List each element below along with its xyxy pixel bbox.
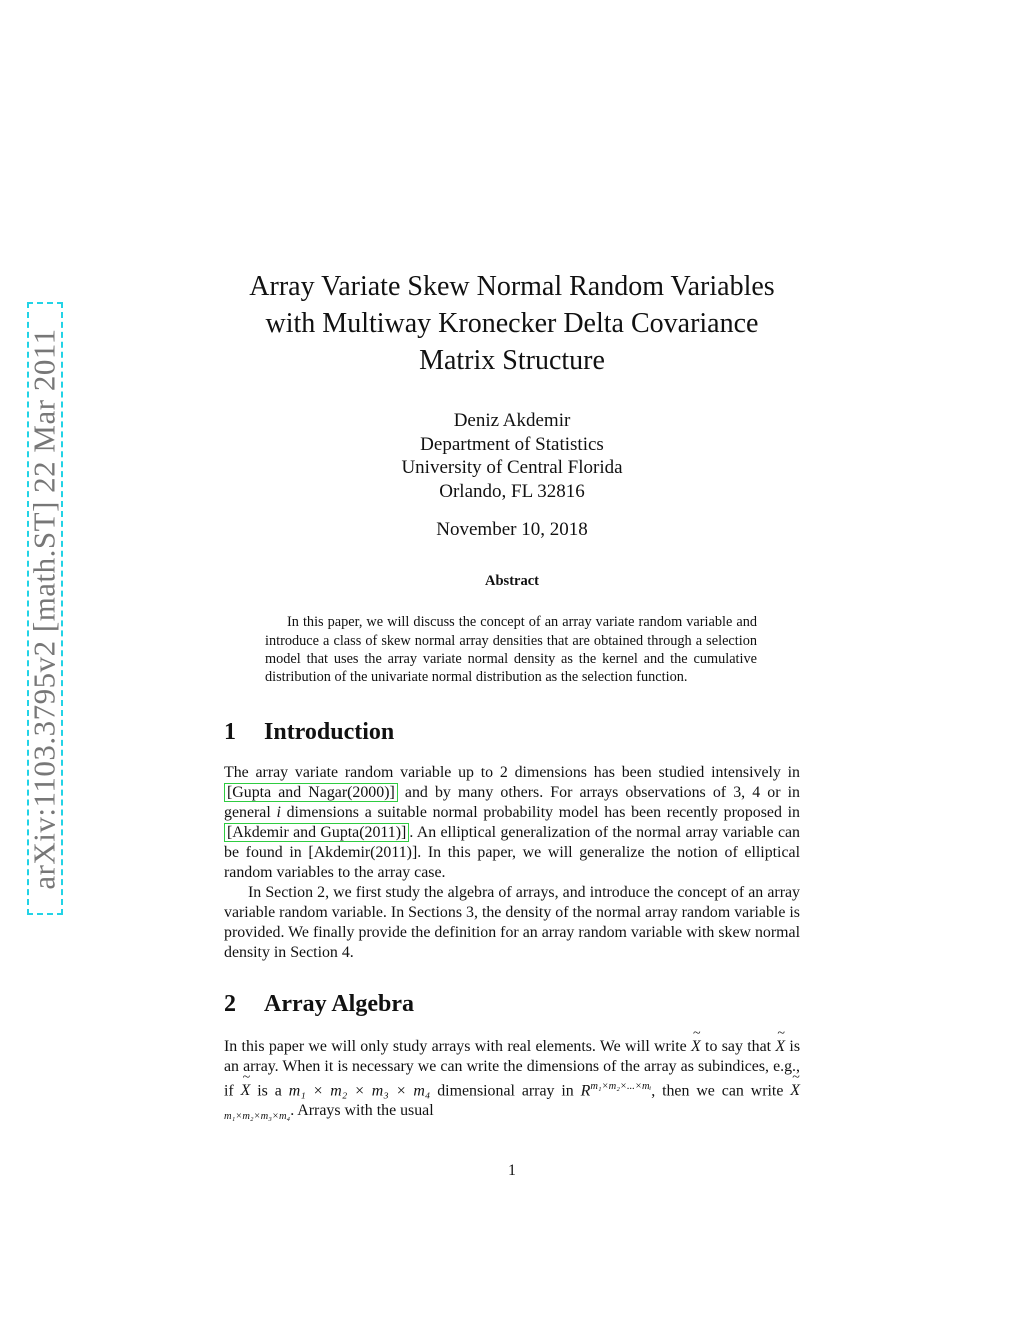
title-block [224,268,800,541]
section-1-title: Introduction [264,719,395,745]
text-run: is a [250,1082,289,1100]
text-run: The array variate random variable up to 2 dimensions has been studied intensively in [224,764,800,781]
section-1-number: 1 [224,719,236,745]
section-1-heading [224,719,394,746]
title-line-3: Matrix Structure [419,345,605,376]
citation-link-akdemir-gupta[interactable]: [Akdemir and Gupta(2011)] [224,823,409,842]
math-space-r: R [580,1082,591,1100]
math-array-x: ~ X [241,1081,251,1101]
author-university: University of Central Florida [401,457,623,478]
section-2-number: 2 [224,991,236,1017]
text-run: . An elliptical generalization of the normal array variable can be found in [Akdemir(2011)]. In this paper, we will generalize the notion of elliptical random variables to the array case. [224,824,800,881]
section-2-title: Array Algebra [264,991,414,1017]
section-1-paragraph-1 [224,763,800,883]
math-space-superscript: m₁×m₂×...×mᵢ [590,1081,652,1092]
paper-date: November 10, 2018 [436,519,588,540]
math-variable-i: i [276,804,281,821]
page-number: 1 [508,1162,516,1179]
text-run: dimensions a suitable normal probability model has been recently proposed in [280,804,800,821]
abstract-heading: Abstract [485,573,539,589]
section-2-paragraph-1 [224,1037,800,1127]
arxiv-stamp [27,302,63,915]
author-block [224,409,800,503]
math-dimensions: m₁ × m₂ × m₃ × m₄ [288,1082,431,1100]
citation-link-gupta-nagar[interactable]: [Gupta and Nagar(2000)] [224,783,398,802]
text-run: In this paper we will only study arrays with real elements. We will write [224,1038,692,1055]
text-run: . Arrays with the usual [290,1102,434,1120]
math-array-subscript: m₁×m₂×m₃×m₄ [224,1111,291,1123]
math-array-x: ~ X [775,1037,785,1057]
author-name: Deniz Akdemir [453,410,571,431]
text-run: to say that [700,1038,776,1055]
text-run: is an array. When it is necessary we can write the dimensions of the array as subindices, e.g., if [224,1038,801,1100]
text-run: dimensional array in [430,1082,581,1100]
section-1-paragraph-2: In Section 2, we first study the algebra of arrays, and introduce the concept of an array variable random variable. In Sections 3, the density of the normal array random variable is provided. We finally provide the definition for an array random variable with skew normal density in Section 4. [224,884,800,961]
math-array-x: ~ X [691,1037,701,1057]
author-department: Department of Statistics [420,433,604,455]
text-run: and by many others. For arrays observations of 3, 4 or in general [224,784,800,821]
section-2-heading [224,991,414,1018]
title-line-1: Array Variate Skew Normal Random Variables [249,271,775,302]
author-location: Orlando, FL 32816 [439,480,585,502]
arxiv-id: arXiv:1103.3795v2 [math.ST] 22 Mar 2011 [27,327,63,890]
text-run: , then we can write [651,1082,791,1100]
abstract-text: In this paper, we will discuss the concept of an array variate random variable and introduce a class of skew normal array densities that are obtained through a selection model that uses the array variate normal density as the kernel and the cumulative distribution of the univariate normal distribution as the selection function. [265,614,757,686]
math-array-x: ~ X [790,1081,800,1101]
title-line-2: with Multiway Kronecker Delta Covariance [265,308,759,339]
